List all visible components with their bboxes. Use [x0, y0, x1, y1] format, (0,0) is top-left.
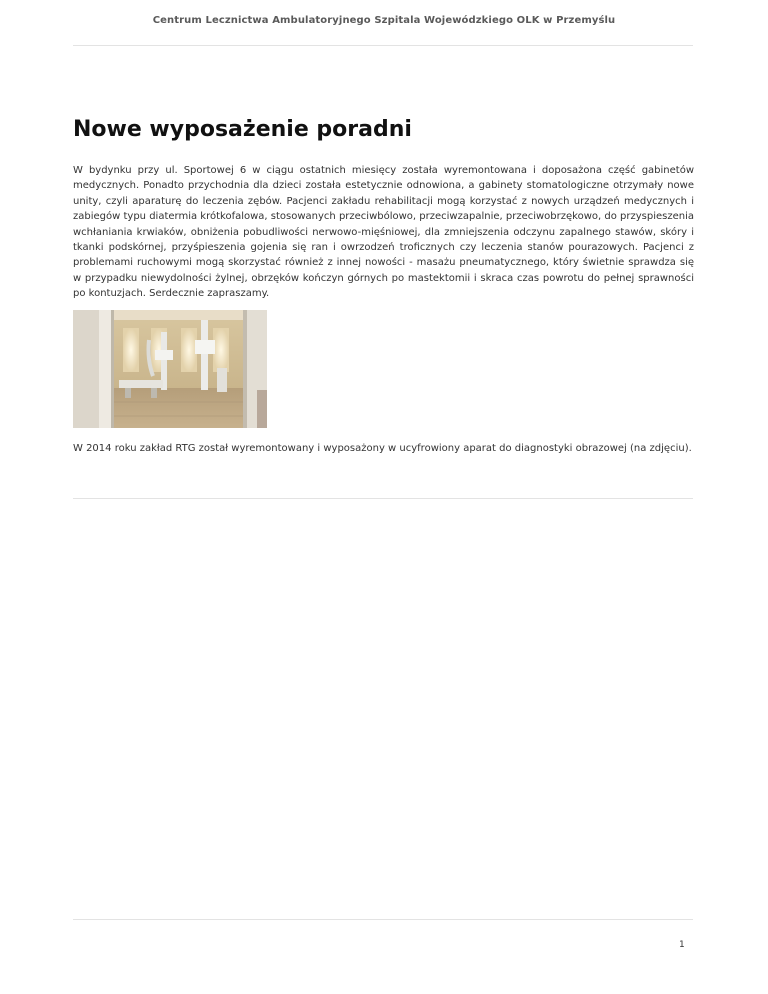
header-divider — [73, 45, 693, 46]
content-divider — [73, 498, 693, 499]
article-paragraph: W bydynku przy ul. Sportowej 6 w ciągu ostatnich miesięcy została wyremontowana i doposażona część gabinetów medycznych. Ponadto przychodnia dla dzieci została estetycznie odnowiona, a gabinety stomatologiczne otrzymały nowe unity, czyli aparaturę do leczenia zębów. Pacjenci zakładu rehabilitacji mogą korzystać z nowych urządzeń medycznych i zabiegów typu diatermia krótkofalowa, stosowanych przeciwbólowo, przeciwzapalnie, przeciwobrzękowo, do przyspieszenia wchłaniania krwiaków, obniżenia pobudliwości nerwowo-mięśniowej, dla zmniejszenia odczynu zapalnego stawów, skóry i tkanki podskórnej, przyśpieszenia gojenia się ran i owrzodzeń troficznych czy leczenia stanów pourazowych. Pacjenci z problemami ruchowymi mogą skorzystać również z innej nowości - masażu pneumatycznego, który świetnie sprawdza się w przypadku niewydolności żylnej, obrzęków kończyn górnych po mastektomii i skraca czas powrotu do pełnej sprawności po kontuzjach. Serdecznie zapraszamy. — [73, 165, 694, 300]
photo-caption: W 2014 roku zakład RTG został wyremontowany i wyposażony w ucyfrowiony aparat do diagnostyki obrazowej (na zdjęciu). — [73, 443, 692, 454]
document-header: Centrum Lecznictwa Ambulatoryjnego Szpitala Wojewódzkiego OLK w Przemyślu — [152, 15, 616, 26]
page-number: 1 — [679, 940, 685, 950]
article-title: Nowe wyposażenie poradni — [73, 117, 412, 142]
footer-divider — [73, 919, 693, 920]
xray-room-photo — [73, 310, 267, 428]
